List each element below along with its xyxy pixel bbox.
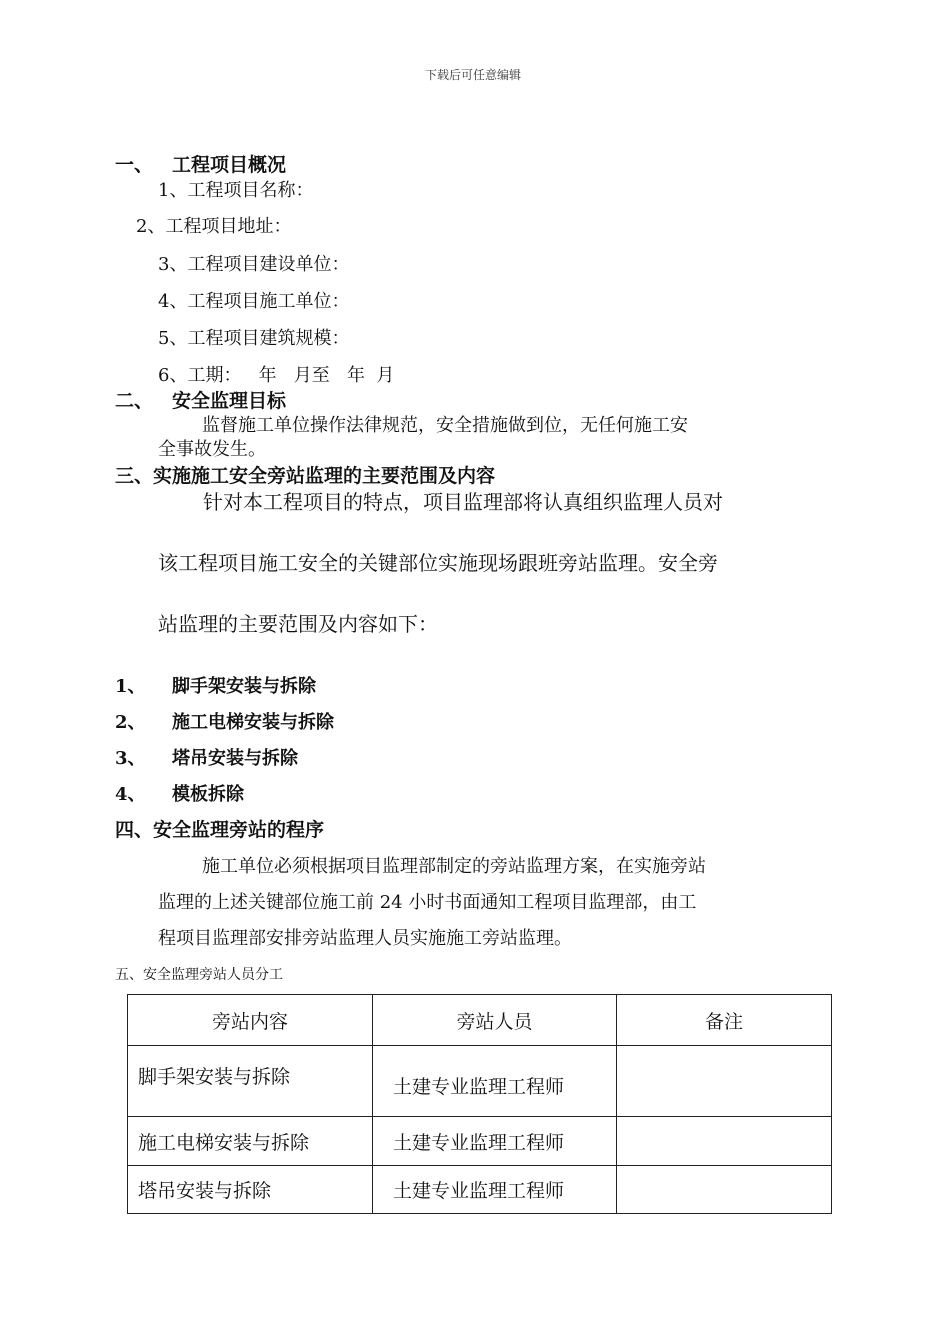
section-4-title: 四、安全监理旁站的程序 bbox=[115, 819, 325, 841]
scope-item-number: 4、 bbox=[115, 784, 146, 805]
table-cell-remarks bbox=[617, 1046, 832, 1117]
section-3-text-line3: 站监理的主要范围及内容如下： bbox=[158, 612, 438, 636]
section-4-text-line3: 程项目监理部安排旁站监理人员实施施工旁站监理。 bbox=[158, 928, 572, 949]
section-2-number: 二、 bbox=[115, 390, 154, 412]
project-duration-item: 6、工期： 年 月至 年 月 bbox=[158, 365, 395, 386]
table-cell-content: 施工电梯安装与拆除 bbox=[128, 1117, 373, 1166]
section-1-number: 一、 bbox=[115, 154, 154, 176]
table-cell-content: 塔吊安装与拆除 bbox=[128, 1166, 373, 1214]
scope-item-text: 塔吊安装与拆除 bbox=[172, 748, 298, 769]
table-cell-personnel: 土建专业监理工程师 bbox=[373, 1046, 617, 1117]
section-3-text-line2: 该工程项目施工安全的关键部位实施现场跟班旁站监理。安全旁 bbox=[158, 551, 718, 575]
table-row bbox=[128, 1117, 832, 1166]
section-4-text-line1: 施工单位必须根据项目监理部制定的旁站监理方案，在实施旁站 bbox=[202, 856, 706, 877]
table-header-row bbox=[128, 995, 832, 1046]
section-3-title: 三、实施施工安全旁站监理的主要范围及内容 bbox=[115, 465, 496, 487]
page-header: 下载后可任意编辑 bbox=[425, 68, 522, 82]
scope-item-number: 2、 bbox=[115, 712, 146, 733]
column-header-content: 旁站内容 bbox=[128, 995, 373, 1046]
table-cell-personnel: 土建专业监理工程师 bbox=[373, 1117, 617, 1166]
table-cell-content: 脚手架安装与拆除 bbox=[128, 1046, 373, 1117]
table-cell-remarks bbox=[617, 1166, 832, 1214]
scope-item-text: 脚手架安装与拆除 bbox=[172, 676, 316, 697]
column-header-personnel: 旁站人员 bbox=[373, 995, 617, 1046]
staff-assignment-table bbox=[127, 994, 832, 1214]
project-contractor-item: 4、工程项目施工单位： bbox=[158, 291, 350, 312]
column-header-remarks: 备注 bbox=[617, 995, 832, 1046]
section-5-title: 五、安全监理旁站人员分工 bbox=[115, 967, 283, 983]
project-address-item: 2、工程项目地址： bbox=[136, 216, 292, 237]
project-name-item: 1、工程项目名称： bbox=[158, 180, 314, 201]
scope-item-number: 3、 bbox=[115, 748, 146, 769]
table-cell-personnel: 土建专业监理工程师 bbox=[373, 1166, 617, 1214]
table-row bbox=[128, 1166, 832, 1214]
scope-item-number: 1、 bbox=[115, 676, 146, 697]
section-4-text-line2: 监理的上述关键部位施工前 24 小时书面通知工程项目监理部，由工 bbox=[158, 892, 697, 913]
table-cell-remarks bbox=[617, 1117, 832, 1166]
section-2-text-line1: 监督施工单位操作法律规范，安全措施做到位，无任何施工安 bbox=[202, 415, 688, 436]
project-owner-item: 3、工程项目建设单位： bbox=[158, 254, 350, 275]
section-3-text-line1: 针对本工程项目的特点，项目监理部将认真组织监理人员对 bbox=[203, 490, 723, 514]
scope-item-text: 模板拆除 bbox=[172, 784, 244, 805]
section-1-title: 工程项目概况 bbox=[172, 154, 287, 176]
section-2-title: 安全监理目标 bbox=[172, 390, 287, 412]
table-row bbox=[128, 1046, 832, 1117]
section-2-text-line2: 全事故发生。 bbox=[158, 439, 266, 460]
scope-item-text: 施工电梯安装与拆除 bbox=[172, 712, 334, 733]
project-scale-item: 5、工程项目建筑规模： bbox=[158, 328, 350, 349]
